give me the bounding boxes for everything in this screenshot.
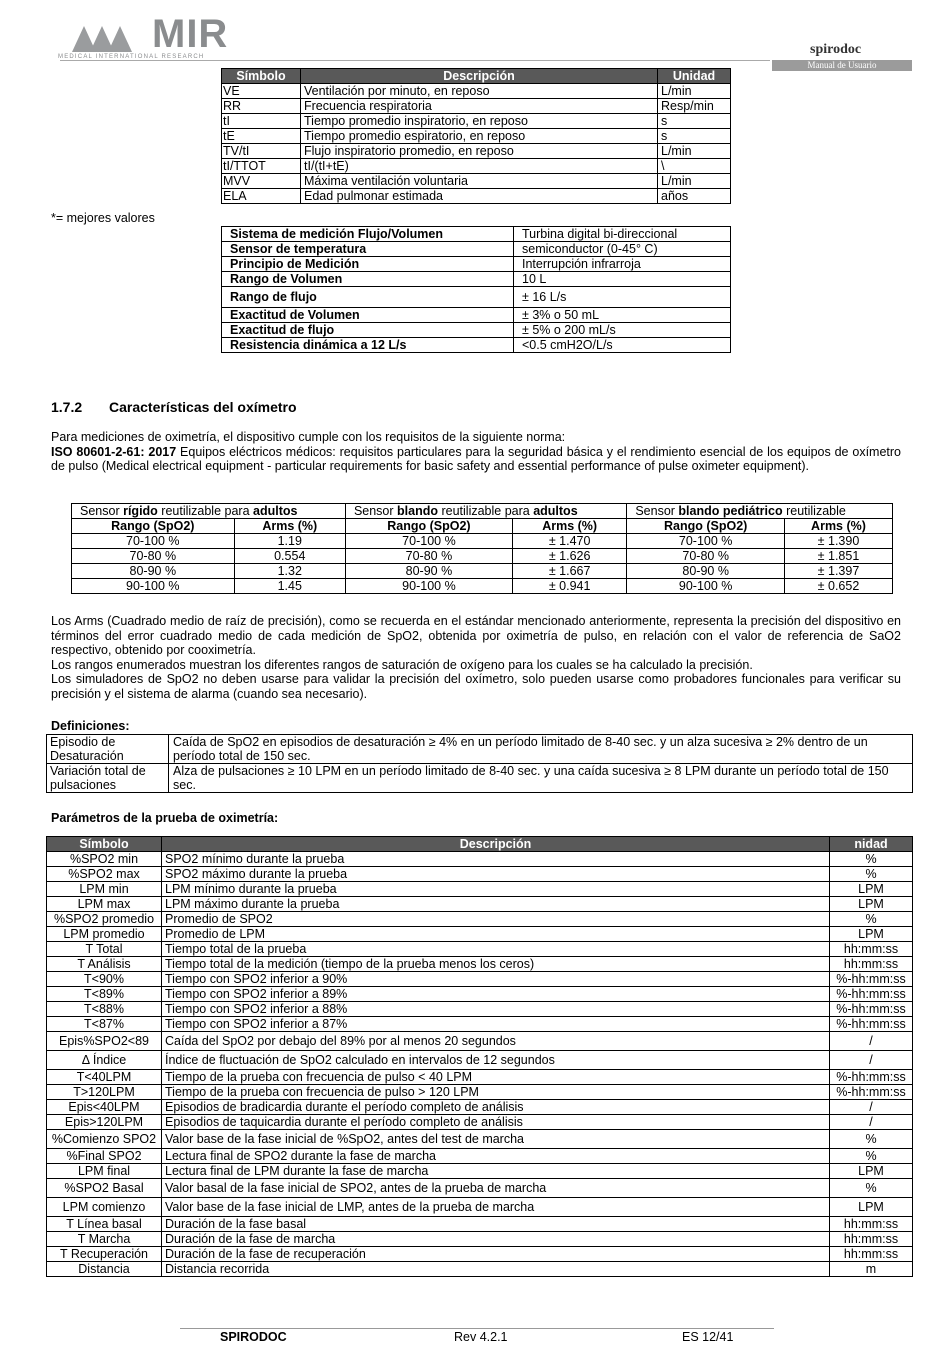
symbol-cell: tI/TTOT [222, 159, 301, 174]
table-row [47, 912, 913, 927]
unit-cell: %-hh:mm:ss [830, 987, 913, 1002]
table-row [47, 882, 913, 897]
unit-cell: / [830, 1100, 913, 1115]
table-row [47, 1002, 913, 1017]
sensor-subheader-row [72, 519, 893, 534]
table-row [72, 534, 893, 549]
footer-rule [180, 1328, 774, 1329]
col-simbolo: Símbolo [222, 69, 301, 84]
sensor-cell: 80-90 % [627, 564, 785, 579]
sensor-group-mid: reutilizable [782, 504, 846, 518]
unit-cell: % [830, 1130, 913, 1149]
section-number: 1.7.2 [51, 399, 83, 415]
table-row [47, 957, 913, 972]
symbol-cell: TV/tI [222, 144, 301, 159]
table-row [47, 1070, 913, 1085]
description-cell: Tiempo con SPO2 inferior a 90% [162, 972, 830, 987]
definition-text: Alza de pulsaciones ≥ 10 LPM en un período limitado de 8-40 sec. y una caída sucesiva ≥ 8 LPM durante un período total de 150 sec. [169, 764, 913, 793]
intro-text: Para mediciones de oximetría, el dispositivo cumple con los requisitos de la siguiente norma: [51, 430, 566, 444]
sensor-group-mid: reutilizable para [438, 504, 534, 518]
table-row [222, 114, 731, 129]
manual-label: Manual de Usuario [772, 60, 912, 71]
sensor-subheader: Arms (%) [512, 519, 626, 534]
description-cell: Lectura final de SPO2 durante la fase de marcha [162, 1149, 830, 1164]
definitions-title: Definiciones: [51, 719, 130, 733]
description-cell: Promedio de SPO2 [162, 912, 830, 927]
unit-cell: % [830, 852, 913, 867]
spec-label: Exactitud de Volumen [222, 308, 514, 323]
spec-label: Sensor de temperatura [222, 242, 514, 257]
section-intro [51, 430, 901, 474]
symbol-cell: T<88% [47, 1002, 162, 1017]
col-unidad: nidad [830, 837, 913, 852]
symbol-cell: Epis>120LPM [47, 1115, 162, 1130]
sensor-table [71, 503, 893, 594]
symbol-cell: T Marcha [47, 1232, 162, 1247]
sensor-group-bold2: adultos [253, 504, 298, 518]
col-descripcion: Descripción [301, 69, 658, 84]
symbol-cell: %Final SPO2 [47, 1149, 162, 1164]
symbol-cell: Δ Índice [47, 1051, 162, 1070]
table-row [72, 579, 893, 594]
spec-value: ± 5% o 200 mL/s [514, 323, 731, 338]
sensor-group-bold1: blando pediátrico [678, 504, 783, 518]
sensor-group-pre: Sensor [80, 504, 124, 518]
spec-row [222, 242, 731, 257]
col-unidad: Unidad [658, 69, 731, 84]
description-cell: Promedio de LPM [162, 927, 830, 942]
unit-cell: s [658, 114, 731, 129]
symbol-cell: LPM min [47, 882, 162, 897]
sensor-cell: ± 1.626 [512, 549, 626, 564]
table-row [47, 1115, 913, 1130]
description-cell: Frecuencia respiratoria [301, 99, 658, 114]
table-row [47, 867, 913, 882]
sensor-group-pre: Sensor [635, 504, 679, 518]
description-cell: SPO2 máximo durante la prueba [162, 867, 830, 882]
sensor-cell: 80-90 % [345, 564, 512, 579]
symbol-cell: T<89% [47, 987, 162, 1002]
description-cell: Lectura final de LPM durante la fase de marcha [162, 1164, 830, 1179]
table-row [47, 1051, 913, 1070]
symbol-cell: T Recuperación [47, 1247, 162, 1262]
sensor-cell: ± 1.851 [784, 549, 892, 564]
description-cell: Tiempo con SPO2 inferior a 88% [162, 1002, 830, 1017]
table-row [47, 987, 913, 1002]
description-cell: Tiempo promedio espiratorio, en reposo [301, 129, 658, 144]
section-title: Características del oxímetro [109, 399, 297, 415]
symbol-cell: LPM max [47, 897, 162, 912]
unit-cell: m [830, 1262, 913, 1277]
sensor-subheader: Rango (SpO2) [627, 519, 785, 534]
sensor-cell: ± 0.941 [512, 579, 626, 594]
description-cell: Tiempo total de la medición (tiempo de la prueba menos los ceros) [162, 957, 830, 972]
description-cell: Edad pulmonar estimada [301, 189, 658, 204]
arms-explanation [51, 614, 901, 701]
unit-cell: %-hh:mm:ss [830, 972, 913, 987]
unit-cell: %-hh:mm:ss [830, 1017, 913, 1032]
table-row [47, 852, 913, 867]
symbol-cell: %SPO2 promedio [47, 912, 162, 927]
spec-row [222, 257, 731, 272]
unit-cell: % [830, 1179, 913, 1198]
sensor-cell: ± 0.652 [784, 579, 892, 594]
description-cell: Tiempo total de la prueba [162, 942, 830, 957]
symbol-cell: T Análisis [47, 957, 162, 972]
unit-cell: L/min [658, 84, 731, 99]
description-cell: Valor basal de la fase inicial de SPO2, antes de la prueba de marcha [162, 1179, 830, 1198]
description-cell: tI/(tI+tE) [301, 159, 658, 174]
table-row [47, 1130, 913, 1149]
table-row [222, 129, 731, 144]
table-row [222, 99, 731, 114]
table-row [47, 942, 913, 957]
unit-cell: L/min [658, 144, 731, 159]
unit-cell: %-hh:mm:ss [830, 1085, 913, 1100]
symbol-cell: Epis<40LPM [47, 1100, 162, 1115]
sensor-subheader: Arms (%) [784, 519, 892, 534]
unit-cell: hh:mm:ss [830, 942, 913, 957]
specs-table [221, 226, 731, 353]
unit-cell: s [658, 129, 731, 144]
sensor-group-mid: reutilizable para [157, 504, 254, 518]
col-descripcion: Descripción [162, 837, 830, 852]
symbols-table [221, 68, 731, 204]
symbol-cell: T Línea basal [47, 1217, 162, 1232]
description-cell: Tiempo de la prueba con frecuencia de pulso < 40 LPM [162, 1070, 830, 1085]
spec-label: Resistencia dinámica a 12 L/s [222, 338, 514, 353]
spec-label: Rango de flujo [222, 287, 514, 308]
description-cell: Flujo inspiratorio promedio, en reposo [301, 144, 658, 159]
spec-row [222, 338, 731, 353]
sensor-cell: 80-90 % [72, 564, 235, 579]
params-table [46, 836, 913, 1277]
table-row [47, 1247, 913, 1262]
symbol-cell: T<90% [47, 972, 162, 987]
symbol-cell: %SPO2 max [47, 867, 162, 882]
table-row [47, 1085, 913, 1100]
spec-label: Rango de Volumen [222, 272, 514, 287]
table-row [222, 159, 731, 174]
spec-value: ± 3% o 50 mL [514, 308, 731, 323]
unit-cell: hh:mm:ss [830, 1232, 913, 1247]
sensor-group-bold1: blando [397, 504, 438, 518]
unit-cell: LPM [830, 927, 913, 942]
spec-value: <0.5 cmH2O/L/s [514, 338, 731, 353]
table-row [222, 174, 731, 189]
spec-label: Exactitud de flujo [222, 323, 514, 338]
description-cell: Máxima ventilación voluntaria [301, 174, 658, 189]
description-cell: Índice de fluctuación de SpO2 calculado en intervalos de 12 segundos [162, 1051, 830, 1070]
logo-text: MIR [152, 12, 229, 56]
description-cell: Valor base de la fase inicial de LMP, antes de la prueba de marcha [162, 1198, 830, 1217]
paragraph-ranges: Los rangos enumerados muestran los diferentes rangos de saturación de oxígeno para los cuales se ha calculado la precisión. [51, 657, 753, 672]
table-row [47, 1164, 913, 1179]
table-row [222, 144, 731, 159]
symbol-cell: LPM comienzo [47, 1198, 162, 1217]
unit-cell: años [658, 189, 731, 204]
symbol-cell: T>120LPM [47, 1085, 162, 1100]
footer-page: ES 12/41 [682, 1330, 734, 1344]
table-row [47, 1217, 913, 1232]
symbol-cell: T<87% [47, 1017, 162, 1032]
spec-value: Turbina digital bi-direccional [514, 227, 731, 242]
product-name: spirodoc [810, 42, 862, 57]
symbol-cell: MVV [222, 174, 301, 189]
description-cell: Episodios de bradicardia durante el período completo de análisis [162, 1100, 830, 1115]
unit-cell: LPM [830, 1198, 913, 1217]
description-cell: Duración de la fase de recuperación [162, 1247, 830, 1262]
symbol-cell: tE [222, 129, 301, 144]
definition-term: Variación total de pulsaciones [47, 764, 169, 793]
paragraph-simulators: Los simuladores de SpO2 no deben usarse para validar la precisión del oxímetro, solo pueden usarse como probadores funcionales para verificar su precisión y el sistema de alarma (cuando sea necesario). [51, 672, 901, 701]
description-cell: Episodios de taquicardia durante el período completo de análisis [162, 1115, 830, 1130]
footer-revision: Rev 4.2.1 [454, 1330, 508, 1344]
sensor-cell: 90-100 % [627, 579, 785, 594]
sensor-cell: 1.19 [234, 534, 345, 549]
unit-cell: / [830, 1051, 913, 1070]
iso-standard: ISO 80601-2-61: 2017 [51, 444, 177, 459]
symbol-cell: Distancia [47, 1262, 162, 1277]
definition-text: Caída de SpO2 en episodios de desaturación ≥ 4% en un período limitado de 8-40 sec. y un alza sucesiva ≥ 2% dentro de un período total de 150 sec. [169, 735, 913, 764]
description-cell: Duración de la fase de marcha [162, 1232, 830, 1247]
unit-cell: % [830, 1149, 913, 1164]
unit-cell: hh:mm:ss [830, 1247, 913, 1262]
table-row [72, 564, 893, 579]
table-row [47, 897, 913, 912]
table-row [47, 927, 913, 942]
sensor-group-header [345, 504, 626, 519]
sensor-group-bold2: adultos [533, 504, 578, 518]
description-cell: SPO2 mínimo durante la prueba [162, 852, 830, 867]
table-row [47, 1262, 913, 1277]
spec-value: Interrupción infrarroja [514, 257, 731, 272]
unit-cell: \ [658, 159, 731, 174]
description-cell: Tiempo con SPO2 inferior a 87% [162, 1017, 830, 1032]
sensor-cell: 0.554 [234, 549, 345, 564]
table-row [47, 1149, 913, 1164]
description-cell: Tiempo con SPO2 inferior a 89% [162, 987, 830, 1002]
table-row [47, 1179, 913, 1198]
sensor-cell: 70-100 % [345, 534, 512, 549]
sensor-cell: 70-80 % [345, 549, 512, 564]
unit-cell: % [830, 912, 913, 927]
logo-subtitle: MEDICAL INTERNATIONAL RESEARCH [58, 54, 205, 60]
definitions-table [46, 734, 913, 793]
symbol-cell: %Comienzo SPO2 [47, 1130, 162, 1149]
table-row [47, 1017, 913, 1032]
unit-cell: / [830, 1032, 913, 1051]
description-cell: Tiempo promedio inspiratorio, en reposo [301, 114, 658, 129]
unit-cell: LPM [830, 897, 913, 912]
sensor-cell: 70-80 % [627, 549, 785, 564]
unit-cell: LPM [830, 882, 913, 897]
symbol-cell: ELA [222, 189, 301, 204]
sensor-group-header [627, 504, 893, 519]
spec-row [222, 323, 731, 338]
spec-row [222, 287, 731, 308]
unit-cell: %-hh:mm:ss [830, 1070, 913, 1085]
iso-paragraph [51, 445, 901, 474]
description-cell: LPM mínimo durante la prueba [162, 882, 830, 897]
description-cell: Duración de la fase basal [162, 1217, 830, 1232]
unit-cell: hh:mm:ss [830, 1217, 913, 1232]
description-cell: Tiempo de la prueba con frecuencia de pulso > 120 LPM [162, 1085, 830, 1100]
table-row [222, 84, 731, 99]
sensor-group-header [72, 504, 346, 519]
table-row [72, 549, 893, 564]
sensor-cell: ± 1.397 [784, 564, 892, 579]
paragraph-arms: Los Arms (Cuadrado medio de raíz de precisión), como se recuerda en el estándar mencionado anteriormente, representa la precisión del dispositivo en términos del error cuadrado medio de cada medición de SpO2, obtenida por oximetría de pulso, en relación con el valor de referencia de SaO2 respectivo, obtenido por cooximetría. [51, 614, 901, 657]
sensor-cell: 70-80 % [72, 549, 235, 564]
definition-row [47, 735, 913, 764]
sensor-cell: 1.45 [234, 579, 345, 594]
logo-mark-icon [70, 18, 150, 54]
spec-row [222, 272, 731, 287]
unit-cell: L/min [658, 174, 731, 189]
sensor-cell: 1.32 [234, 564, 345, 579]
table-row [222, 189, 731, 204]
symbol-cell: %SPO2 min [47, 852, 162, 867]
spec-label: Principio de Medición [222, 257, 514, 272]
symbol-cell: LPM final [47, 1164, 162, 1179]
iso-description: Equipos eléctricos médicos: requisitos particulares para la seguridad básica y el rendimiento esencial de los equipos de oxímetro de pulso (Medical electrical equipment - particular requirements for basic safety and essential performance of pulse oximeter equipment). [51, 444, 902, 473]
symbol-cell: VE [222, 84, 301, 99]
spec-row [222, 227, 731, 242]
header-rule [60, 60, 770, 61]
unit-cell: / [830, 1115, 913, 1130]
sensor-cell: 90-100 % [345, 579, 512, 594]
sensor-group-pre: Sensor [353, 504, 398, 518]
spec-value: semiconductor (0-45° C) [514, 242, 731, 257]
spec-value: ± 16 L/s [514, 287, 731, 308]
symbol-cell: tI [222, 114, 301, 129]
sensor-cell: 70-100 % [72, 534, 235, 549]
symbol-cell: LPM promedio [47, 927, 162, 942]
spec-label: Sistema de medición Flujo/Volumen [222, 227, 514, 242]
table-row [47, 972, 913, 987]
mir-logo [58, 12, 240, 62]
unit-cell: hh:mm:ss [830, 957, 913, 972]
table-row [47, 1100, 913, 1115]
symbol-cell: %SPO2 Basal [47, 1179, 162, 1198]
sensor-group-row [72, 504, 893, 519]
description-cell: Ventilación por minuto, en reposo [301, 84, 658, 99]
sensor-cell: ± 1.667 [512, 564, 626, 579]
description-cell: Caída del SpO2 por debajo del 89% por al menos 20 segundos [162, 1032, 830, 1051]
symbol-cell: T Total [47, 942, 162, 957]
table-row [47, 1032, 913, 1051]
description-cell: Valor base de la fase inicial de %SpO2, antes del test de marcha [162, 1130, 830, 1149]
unit-cell: Resp/min [658, 99, 731, 114]
sensor-subheader: Rango (SpO2) [345, 519, 512, 534]
table-row [47, 1198, 913, 1217]
sensor-cell: ± 1.470 [512, 534, 626, 549]
spec-value: 10 L [514, 272, 731, 287]
description-cell: LPM máximo durante la prueba [162, 897, 830, 912]
sensor-cell: 90-100 % [72, 579, 235, 594]
table-row [47, 1232, 913, 1247]
best-values-note: *= mejores valores [51, 211, 155, 225]
col-simbolo: Símbolo [47, 837, 162, 852]
symbol-cell: T<40LPM [47, 1070, 162, 1085]
unit-cell: LPM [830, 1164, 913, 1179]
symbol-cell: Epis%SPO2<89 [47, 1032, 162, 1051]
symbol-cell: RR [222, 99, 301, 114]
params-title: Parámetros de la prueba de oximetría: [51, 811, 279, 825]
sensor-cell: 70-100 % [627, 534, 785, 549]
definition-term: Episodio de Desaturación [47, 735, 169, 764]
sensor-group-bold1: rígido [123, 504, 158, 518]
definition-row [47, 764, 913, 793]
footer-product: SPIRODOC [220, 1330, 287, 1344]
unit-cell: % [830, 867, 913, 882]
sensor-subheader: Arms (%) [234, 519, 345, 534]
spec-row [222, 308, 731, 323]
description-cell: Distancia recorrida [162, 1262, 830, 1277]
sensor-subheader: Rango (SpO2) [72, 519, 235, 534]
sensor-cell: ± 1.390 [784, 534, 892, 549]
unit-cell: %-hh:mm:ss [830, 1002, 913, 1017]
